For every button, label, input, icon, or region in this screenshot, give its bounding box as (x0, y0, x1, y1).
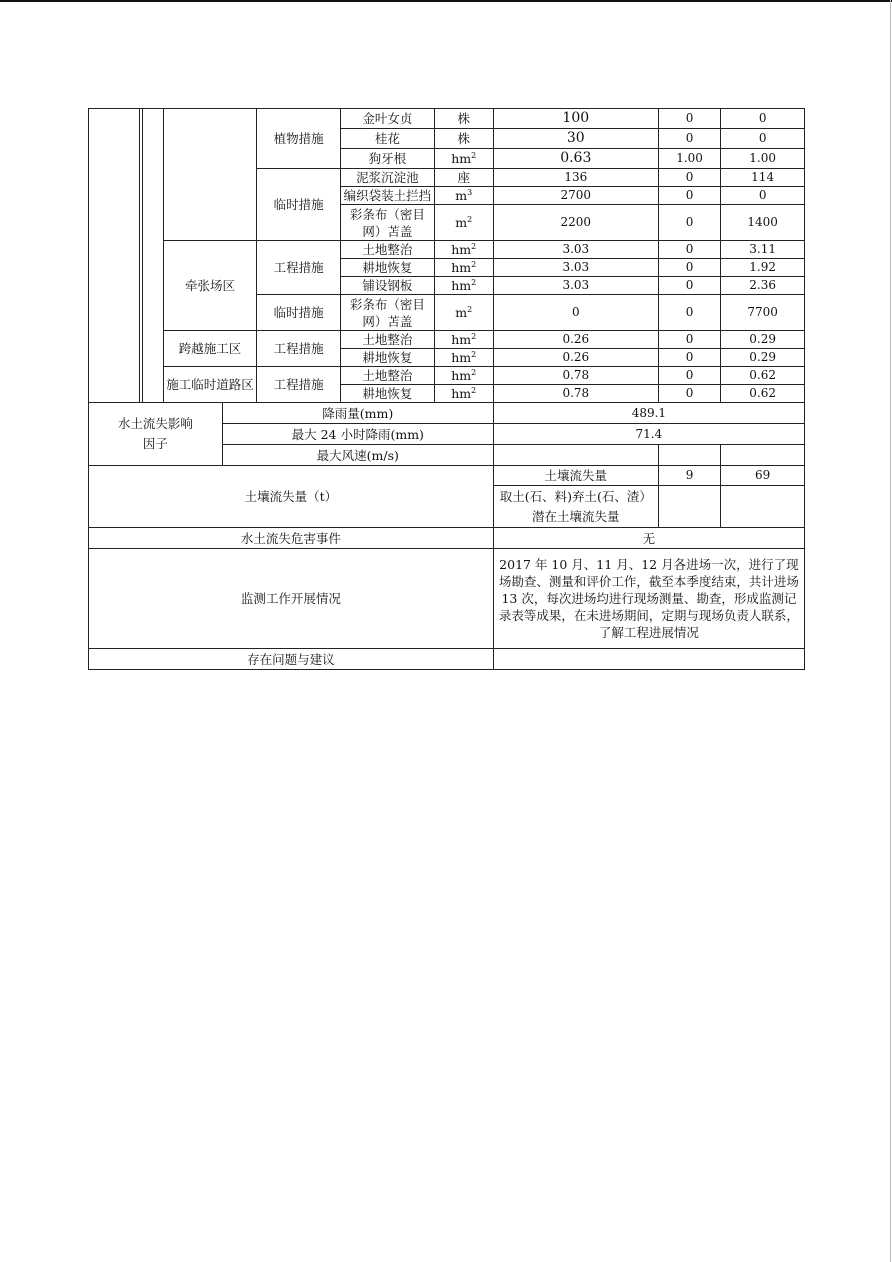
unit-cell (434, 187, 493, 205)
value-cell (658, 486, 720, 528)
unit-base: hm (451, 278, 472, 293)
unit-cell: 座 (434, 169, 493, 187)
planned-value: 0.26 (493, 349, 658, 367)
planned-value: 0 (493, 295, 658, 331)
value-cell: 0 (658, 187, 720, 205)
unit-base: hm (451, 151, 472, 166)
unit-superscript: 2 (471, 349, 477, 359)
factors-label: 水土流失影响因子 (89, 403, 223, 466)
value-cell: 1400 (721, 205, 805, 241)
table-row (89, 549, 805, 649)
planned-value: 3.03 (493, 277, 658, 295)
unit-cell (434, 295, 493, 331)
value-cell: 0 (658, 331, 720, 349)
value-cell: 0 (658, 169, 720, 187)
unit-superscript: 2 (471, 150, 477, 160)
unit-base: hm (451, 260, 472, 275)
unit-cell (434, 149, 493, 169)
measure-type-plant: 植物措施 (257, 109, 341, 169)
measure-type-temp: 临时措施 (257, 169, 341, 241)
value-cell: 0 (658, 241, 720, 259)
value-cell: 0.62 (721, 385, 805, 403)
table-row (89, 649, 805, 670)
planned-value: 2200 (493, 205, 658, 241)
value-cell (721, 486, 805, 528)
value-cell: 0 (721, 109, 805, 129)
unit-base: m (455, 188, 468, 203)
table-row (89, 403, 805, 424)
value-cell: 1.00 (658, 149, 720, 169)
potential-loss-label: 取土(石、料)弃土(石、渣）潜在土壤流失量 (493, 486, 658, 528)
measure-name: 土地整治 (341, 331, 435, 349)
value-cell: 7700 (721, 295, 805, 331)
unit-cell (434, 349, 493, 367)
value-cell: 2.36 (721, 277, 805, 295)
value-cell: 3.11 (721, 241, 805, 259)
measure-name: 泥浆沉淀池 (341, 169, 435, 187)
unit-cell (434, 241, 493, 259)
measure-name: 桂花 (341, 129, 435, 149)
value-cell: 0.29 (721, 331, 805, 349)
value-cell: 0 (721, 187, 805, 205)
table-row (89, 367, 805, 385)
unit-base: hm (451, 350, 472, 365)
unit-cell (434, 259, 493, 277)
unit-superscript: 2 (471, 277, 477, 287)
value-cell: 0 (658, 385, 720, 403)
wind-value (493, 445, 658, 466)
unit-cell (434, 385, 493, 403)
unit-superscript: 2 (471, 259, 477, 269)
unit-cell (434, 277, 493, 295)
max24-value: 71.4 (493, 424, 804, 445)
unit-base: hm (451, 386, 472, 401)
planned-value: 0.78 (493, 385, 658, 403)
unit-superscript: 2 (467, 304, 473, 314)
measure-type-eng: 工程措施 (257, 241, 341, 295)
unit-cell (434, 331, 493, 349)
measure-name: 耕地恢复 (341, 349, 435, 367)
value-cell: 0 (658, 259, 720, 277)
unit-superscript: 2 (471, 331, 477, 341)
unit-superscript: 2 (467, 214, 473, 224)
planned-value: 3.03 (493, 259, 658, 277)
blank-cell (163, 109, 257, 241)
unit-cell (434, 205, 493, 241)
soil-loss-label: 土壤流失量（t） (89, 466, 494, 528)
unit-base: m (455, 215, 468, 230)
planned-value: 0.78 (493, 367, 658, 385)
rain-label: 降雨量(mm) (222, 403, 493, 424)
measure-name: 彩条布（密目网）苫盖 (341, 205, 435, 241)
wind-label: 最大风速(m/s) (222, 445, 493, 466)
planned-value: 0.26 (493, 331, 658, 349)
blank-cell (89, 109, 140, 403)
monitoring-table (88, 108, 805, 670)
unit-cell: 株 (434, 129, 493, 149)
rain-value: 489.1 (493, 403, 804, 424)
planned-value: 100 (493, 109, 658, 129)
table-row (89, 466, 805, 486)
measure-type-eng: 工程措施 (257, 367, 341, 403)
planned-value: 136 (493, 169, 658, 187)
soil-loss-sublabel: 土壤流失量 (493, 466, 658, 486)
page-right-edge (890, 0, 891, 1262)
planned-value: 3.03 (493, 241, 658, 259)
issues-label: 存在问题与建议 (89, 649, 494, 670)
unit-superscript: 2 (471, 385, 477, 395)
monitoring-label: 监测工作开展情况 (89, 549, 494, 649)
hazard-label: 水土流失危害事件 (89, 528, 494, 549)
value-cell: 0 (658, 277, 720, 295)
value-cell: 0 (658, 367, 720, 385)
value-cell: 0.29 (721, 349, 805, 367)
page-top-rule (0, 0, 892, 2)
value-cell: 114 (721, 169, 805, 187)
unit-base: hm (451, 332, 472, 347)
measure-name: 土地整治 (341, 367, 435, 385)
value-cell: 0 (658, 349, 720, 367)
value-cell: 69 (721, 466, 805, 486)
unit-superscript: 2 (471, 241, 477, 251)
measure-name: 耕地恢复 (341, 259, 435, 277)
measure-name: 金叶女贞 (341, 109, 435, 129)
area-qianzhang: 牵张场区 (163, 241, 257, 331)
value-cell: 0 (658, 129, 720, 149)
planned-value: 0.63 (493, 149, 658, 169)
value-cell: 1.92 (721, 259, 805, 277)
value-cell: 0 (658, 295, 720, 331)
measure-name: 彩条布（密目网）苫盖 (341, 295, 435, 331)
value-cell: 0 (658, 205, 720, 241)
table-row (89, 241, 805, 259)
value-cell: 0 (658, 109, 720, 129)
area-kuayue: 跨越施工区 (163, 331, 257, 367)
value-cell: 0 (721, 129, 805, 149)
measure-name: 狗牙根 (341, 149, 435, 169)
unit-superscript: 3 (467, 187, 473, 197)
unit-cell: 株 (434, 109, 493, 129)
area-temp-road: 施工临时道路区 (163, 367, 257, 403)
unit-base: hm (451, 368, 472, 383)
planned-value: 30 (493, 129, 658, 149)
measure-name: 土地整治 (341, 241, 435, 259)
issues-value (493, 649, 804, 670)
measure-name: 编织袋装土拦挡 (341, 187, 435, 205)
monitoring-text: 2017 年 10 月、11 月、12 月各进场一次，进行了现场勘查、测量和评价工作，截至本季度结束，共计进场 13 次，每次进场均进行现场测量、勘查，形成监测记录表等成果，在未进场期间，定期与现场负责人联系，了解工程进展情况 (493, 549, 804, 649)
table-row (89, 331, 805, 349)
table-row (89, 109, 805, 129)
table-row (89, 528, 805, 549)
wind-value (658, 445, 720, 466)
hazard-value: 无 (493, 528, 804, 549)
value-cell: 9 (658, 466, 720, 486)
planned-value: 2700 (493, 187, 658, 205)
unit-base: hm (451, 242, 472, 257)
measure-type-temp: 临时措施 (257, 295, 341, 331)
wind-value (721, 445, 805, 466)
measure-type-eng: 工程措施 (257, 331, 341, 367)
max24-label: 最大 24 小时降雨(mm) (222, 424, 493, 445)
unit-superscript: 2 (471, 367, 477, 377)
blank-cell (142, 109, 163, 403)
value-cell: 1.00 (721, 149, 805, 169)
measure-name: 铺设钢板 (341, 277, 435, 295)
unit-base: m (455, 305, 468, 320)
value-cell: 0.62 (721, 367, 805, 385)
measure-name: 耕地恢复 (341, 385, 435, 403)
unit-cell (434, 367, 493, 385)
